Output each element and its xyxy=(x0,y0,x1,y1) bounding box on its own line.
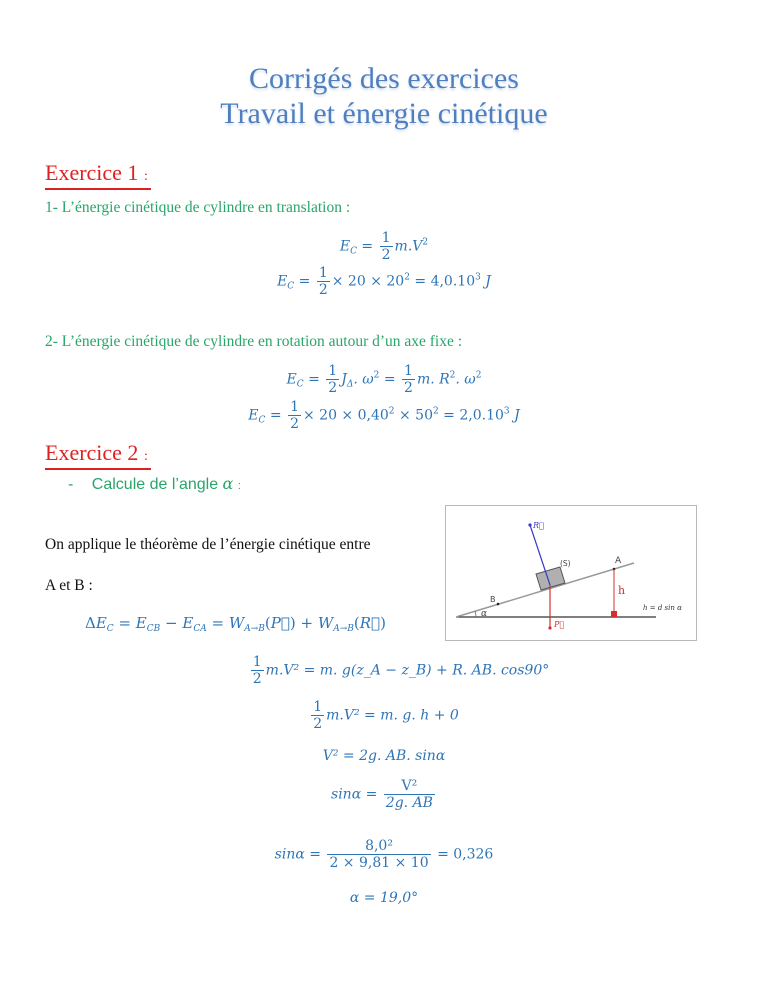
fraction xyxy=(327,838,430,871)
eq-subscript: C xyxy=(296,379,304,390)
equation-energy-balance xyxy=(0,654,768,687)
eq-symbol: E xyxy=(286,371,297,388)
denominator: 2 xyxy=(404,380,413,396)
exercise2-underline xyxy=(45,468,151,470)
equation-result: = 0,326 xyxy=(437,846,494,863)
document-title-line2: Travail et énergie cinétique xyxy=(220,97,548,130)
fraction xyxy=(384,778,435,811)
exercise1-q2-label: 2- L’énergie cinétique de cylindre en rotation autour d’un axe fixe : xyxy=(45,333,463,350)
svg-text:(S): (S) xyxy=(560,559,571,568)
subtitle-colon: : xyxy=(237,480,241,492)
svg-text:h = d sin α: h = d sin α xyxy=(643,604,682,612)
eq-exponent: 2 xyxy=(404,272,410,283)
fraction xyxy=(317,265,330,298)
denominator: 2 xyxy=(252,671,262,687)
eq-term: × 50 xyxy=(398,407,433,424)
exercise1-q1-eq2: $E_C$ = $\frac{1}{2}$ × $20 \times 20^2 = 4,0.10^3$ J xyxy=(277,265,491,298)
numerator: 1 xyxy=(318,265,328,281)
denominator: 2 × 9,81 × 10 xyxy=(329,855,429,871)
equation-alpha-result xyxy=(0,890,768,906)
eq-unit: J xyxy=(485,273,491,290)
eq-term: . ω xyxy=(455,371,476,388)
exercise1-q1-label: 1- L’énergie cinétique de cylindre en translation : xyxy=(45,199,351,216)
numerator: 8,0² xyxy=(365,838,393,854)
denominator: 2 xyxy=(381,247,391,263)
eq-exponent: 2 xyxy=(388,406,395,417)
exercise2-heading-text: Exercice 2 xyxy=(45,440,139,465)
eq-term: . ω xyxy=(353,371,374,388)
eq-exponent: 2 xyxy=(422,237,429,248)
equation-sin-alpha xyxy=(0,778,768,811)
equation-text: V² = 2g. AB. sinα xyxy=(322,748,446,764)
eq-term: m. R xyxy=(416,371,450,388)
eq-term: m.V xyxy=(394,238,423,255)
exercise1-heading-text: Exercice 1 xyxy=(45,160,139,185)
eq-exponent: 2 xyxy=(432,406,439,417)
svg-text:A: A xyxy=(615,556,622,566)
svg-text:h: h xyxy=(618,584,626,597)
eq-symbol: E xyxy=(248,407,259,424)
eq-exponent: 3 xyxy=(475,272,481,283)
fraction xyxy=(326,363,339,396)
equation-velocity xyxy=(0,748,768,764)
equation-text: m.V² = m. g(z_A − z_B) + R. AB. cos90° xyxy=(265,662,550,679)
alpha-symbol: α xyxy=(222,474,234,493)
eq-term: J xyxy=(341,371,347,388)
fraction xyxy=(402,363,415,396)
equation-sin-alpha-numeric xyxy=(0,838,768,871)
inclined-plane-diagram xyxy=(446,506,696,640)
theorem-intro-text: On applique le théorème de l’énergie cinétique entre xyxy=(45,536,371,553)
theorem-intro-text-2: A et B : xyxy=(45,577,93,594)
svg-text:P⃗: P⃗ xyxy=(554,620,565,629)
exercise2-heading xyxy=(45,440,148,466)
exercise2-heading-colon: : xyxy=(143,449,148,464)
equation-energy-simplified xyxy=(0,699,768,732)
eq-subscript: C xyxy=(287,281,295,292)
eq-unit: J xyxy=(514,407,520,424)
fraction xyxy=(288,399,301,432)
exercise1-q1-eq1: $E_C$ = $\frac{1}{2}$ $m.V^2$ xyxy=(339,230,429,263)
exercise1-heading-colon: : xyxy=(143,169,148,184)
denominator: 2 xyxy=(313,716,323,732)
eq-symbol: E xyxy=(277,273,288,290)
numerator: V² xyxy=(401,778,418,794)
inclined-plane-figure xyxy=(445,505,697,641)
svg-text:B: B xyxy=(490,595,496,604)
eq-subscript: Δ xyxy=(346,379,354,390)
document-title-line1: Corrigés des exercices xyxy=(249,62,519,95)
equation-text: m.V² = m. g. h + 0 xyxy=(326,707,459,724)
eq-term: × 20 × 20 xyxy=(331,273,405,290)
eq-subscript: C xyxy=(258,415,266,426)
numerator: 1 xyxy=(381,230,391,246)
numerator: 1 xyxy=(404,363,413,379)
denominator: 2 xyxy=(290,416,299,432)
exercise1-underline xyxy=(45,188,151,190)
eq-exponent: 2 xyxy=(449,370,456,381)
eq-result: = 2,0.10 xyxy=(443,407,504,424)
numerator: 1 xyxy=(290,399,299,415)
exercise1-heading xyxy=(45,160,148,186)
eq-result: = 4,0.10 xyxy=(414,273,476,290)
eq-exponent: 3 xyxy=(503,406,510,417)
exercise1-q2-eq1: $E_C$ = $\frac{1}{2}$ $J_\Delta$. $\omega^2$ = $\frac{1}{2}$ m. $R^2$. $\omega^2$ xyxy=(286,363,482,396)
eq-symbol: E xyxy=(339,238,351,255)
numerator: 1 xyxy=(313,699,323,715)
eq-subscript: C xyxy=(350,246,357,257)
denominator: 2 xyxy=(318,282,328,298)
svg-text:α: α xyxy=(481,609,488,619)
fraction xyxy=(251,654,264,687)
fraction xyxy=(311,699,324,732)
equation-lhs: sinα = xyxy=(331,786,378,803)
denominator: 2g. AB xyxy=(385,795,433,811)
numerator: 1 xyxy=(252,654,262,670)
exercise1-q2-eq2: $E_C$ = $\frac{1}{2}$ × $20 \times 0,40^2 \times 50^2 = 2,0.10^3$ J xyxy=(248,399,520,432)
theorem-equation: $\Delta E_C = E_{CB} - E_{CA}$ = $W_{A\to B}(P⃗)$ + $W_{A\to B}(R⃗)$ xyxy=(85,614,386,634)
exercise2-subtitle xyxy=(68,474,241,494)
bullet: - xyxy=(68,476,74,493)
equation-lhs: sinα = xyxy=(274,846,321,863)
eq-exponent: 2 xyxy=(475,370,482,381)
equation-text: α = 19,0° xyxy=(349,890,419,906)
numerator: 1 xyxy=(328,363,338,379)
denominator: 2 xyxy=(328,380,338,396)
eq-exponent: 2 xyxy=(373,370,380,381)
eq-term: × 20 × 0,40 xyxy=(302,407,389,424)
subtitle-text: Calcule de l’angle xyxy=(91,476,219,493)
svg-text:R⃗: R⃗ xyxy=(533,521,544,530)
fraction xyxy=(380,230,393,263)
